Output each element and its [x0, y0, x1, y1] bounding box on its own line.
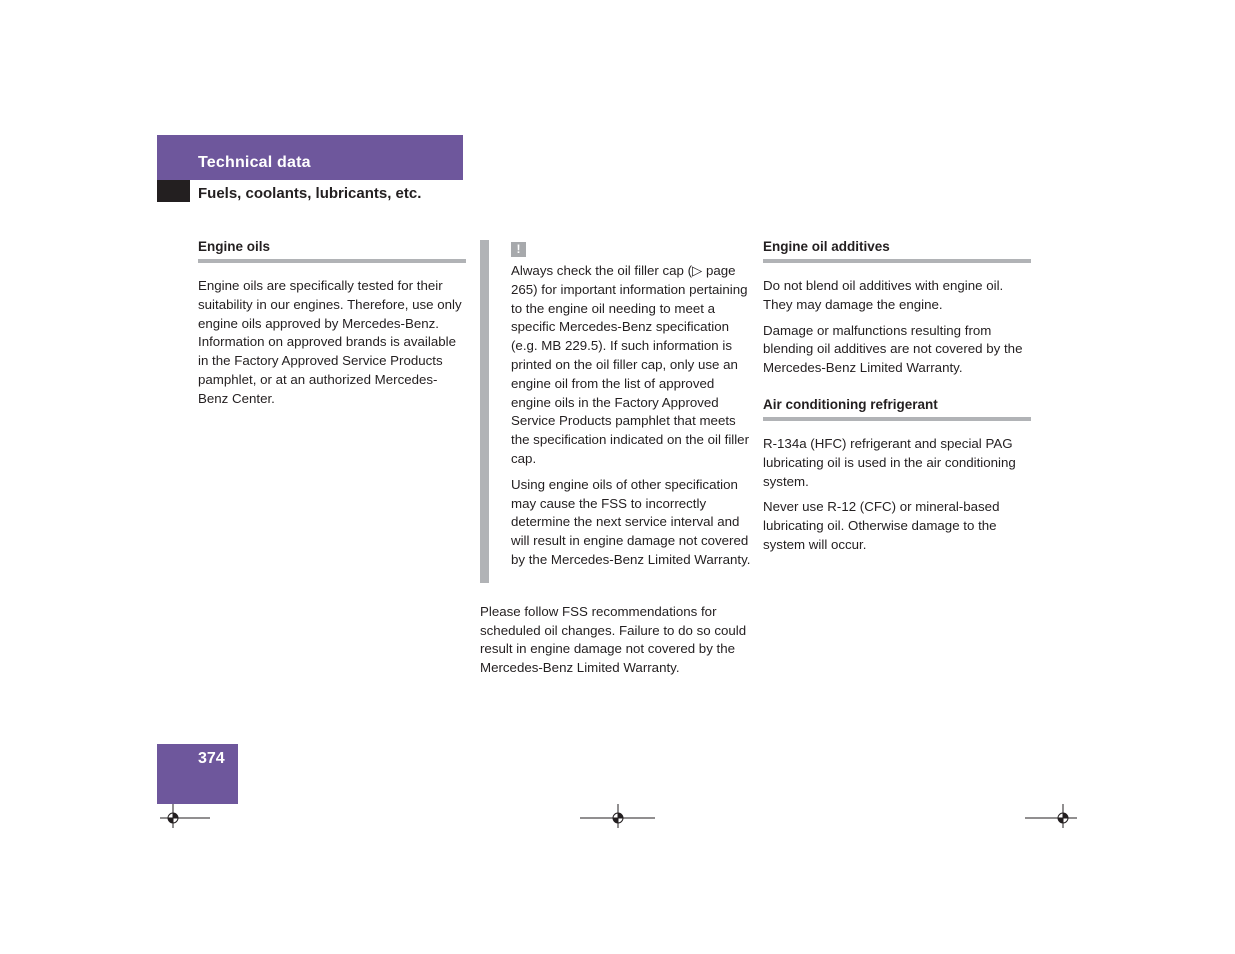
- section-title: Technical data: [198, 154, 311, 171]
- air-conditioning-refrigerant-heading: Air conditioning refrigerant: [763, 396, 1031, 421]
- engine-oils-paragraph: Engine oils are specifically tested for their suitability in our engines. Therefore, use only engine oils approved by Mercedes-Benz. Information on approved brands is available in the Factory Approved Service Products pamphlet, or at an authorized Mercedes-Benz Center.: [198, 278, 462, 406]
- section-subtitle: Fuels, coolants, lubricants, etc.: [198, 185, 422, 202]
- crop-mark-icon: [1025, 804, 1077, 828]
- warning-paragraph-1: Always check the oil filler cap (▷ page 265) for important information pertaining to the engine oil needing to meet a specific Mercedes-Benz specification (e.g. MB 229.5). If such information is printed on the oil filler cap, only use an engine oil from the list of approved engine oils in the Factory Approved Service Products pamphlet that meets the specification indicated on the oil filler cap.: [511, 263, 750, 466]
- page-number: 374: [198, 750, 225, 767]
- right-column: [763, 238, 1031, 562]
- middle-column: [480, 240, 752, 685]
- left-column: [198, 238, 466, 416]
- header-tab-marker: [157, 180, 190, 202]
- warning-box: [480, 240, 752, 583]
- warning-paragraph-2: Using engine oils of other specification may cause the FSS to incorrectly determine the next service interval and will result in engine damage not covered by the Mercedes-Benz Limited Warranty.: [511, 476, 751, 567]
- exclamation-icon: !: [511, 242, 526, 257]
- additives-paragraph-2: Damage or malfunctions resulting from blending oil additives are not covered by the Mercedes-Benz Limited Warranty.: [763, 322, 1023, 376]
- additives-paragraph-1: Do not blend oil additives with engine oil. They may damage the engine.: [763, 278, 1004, 312]
- crop-mark-icon: [580, 804, 655, 828]
- refrigerant-paragraph-1: R-134a (HFC) refrigerant and special PAG lubricating oil is used in the air conditioning system.: [763, 435, 1016, 489]
- engine-oil-additives-heading: Engine oil additives: [763, 238, 1031, 263]
- refrigerant-paragraph-2: Never use R-12 (CFC) or mineral-based lubricating oil. Otherwise damage to the system will occur.: [763, 499, 1000, 552]
- engine-oils-heading: Engine oils: [198, 238, 466, 263]
- crop-mark-icon: [160, 804, 210, 828]
- fss-paragraph: Please follow FSS recommendations for scheduled oil changes. Failure to do so could result in engine damage not covered by the Mercedes-Benz Limited Warranty.: [480, 603, 747, 676]
